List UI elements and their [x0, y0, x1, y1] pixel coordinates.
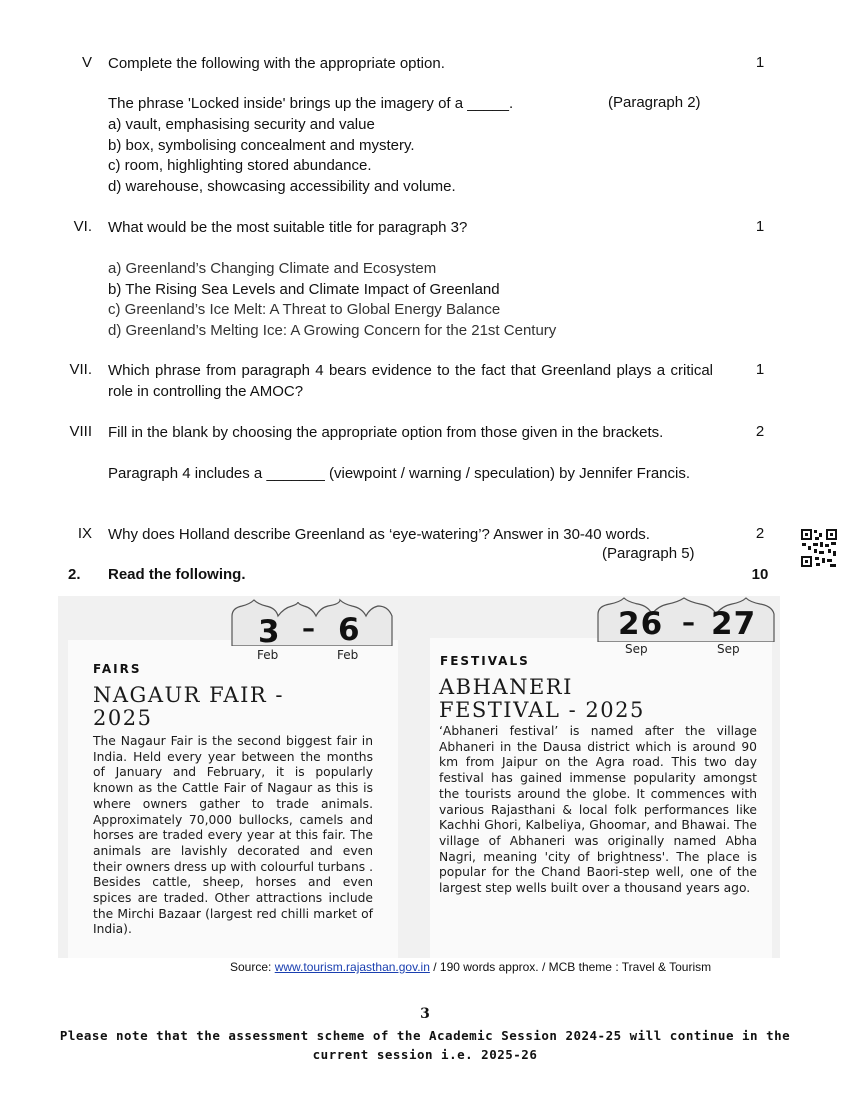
marks: 10 [751, 566, 769, 583]
question-text-continued: Paragraph 4 includes a _______ (viewpoint / warning / speculation) by Jennifer Francis. [108, 465, 690, 482]
festival-start-day: 26 [618, 606, 664, 642]
question-text: What would be the most suitable title for paragraph 3? [108, 219, 468, 236]
options-list [108, 115, 713, 197]
question-text: Complete the following with the appropriate option. [108, 55, 445, 72]
source-link[interactable]: www.tourism.rajasthan.gov.in [274, 960, 430, 974]
fair-start-day: 3 [258, 614, 281, 650]
source-details: / 190 words approx. / MCB theme : Travel & Tourism [433, 960, 712, 974]
option: c) room, highlighting stored abundance. [108, 157, 372, 174]
tourism-poster [58, 596, 780, 958]
option: a) vault, emphasising security and value [108, 116, 375, 133]
marks: 1 [755, 218, 765, 235]
fair-title-line2: 2025 [93, 706, 153, 730]
marks: 2 [755, 423, 765, 440]
fair-end-month: Feb [337, 648, 359, 662]
fair-end-day: 6 [338, 612, 361, 648]
question-number: VII. [69, 361, 92, 378]
paragraph-reference: (Paragraph 5) [602, 545, 695, 562]
date-dash: – [682, 608, 696, 638]
festival-description: ‘Abhaneri festival’ is named after the village Abhaneri in the Dausa district which is around 90 km from Jaipur on the Agra road. This two day festival has gained immense popularity amongst the tourists around the globe. It commences with various Rajasthani & local folk performances like Kachhi Ghori, Kalbeliya, Ghoomar, and Bhawai. The village of Abhaneri was originally named Abha Nagri, meaning 'city of brightness'. The place is popular for the Chand Baori-step well, one of the largest step wells built over a thousand years ago. [439, 724, 757, 896]
paragraph-reference: (Paragraph 2) [608, 94, 701, 111]
question-number: VIII [69, 423, 92, 440]
question-stem: The phrase 'Locked inside' brings up the imagery of a _____. [108, 95, 514, 112]
option: c) Greenland’s Ice Melt: A Threat to Global Energy Balance [108, 301, 501, 318]
option: b) box, symbolising concealment and mystery. [108, 136, 415, 154]
section-instruction: Read the following. [108, 566, 246, 583]
marks: 1 [755, 361, 765, 378]
festival-start-month: Sep [625, 642, 648, 656]
option: a) Greenland’s Changing Climate and Ecosystem [108, 260, 437, 277]
festival-end-day: 27 [711, 606, 757, 642]
festival-title-line2: FESTIVAL - 2025 [439, 698, 645, 722]
question-text: Why does Holland describe Greenland as ‘eye-watering’? Answer in 30-40 words. [108, 526, 650, 543]
options-list [108, 259, 728, 341]
footer-note-line2: current session i.e. 2025-26 [312, 1047, 538, 1062]
marks: 1 [755, 54, 765, 71]
qr-code-icon [800, 528, 838, 568]
festival-end-month: Sep [717, 642, 740, 656]
fair-title-line1: NAGAUR FAIR - [93, 683, 284, 707]
section-number: 2. [68, 566, 81, 583]
source-label: Source: [230, 960, 272, 974]
question-text: Fill in the blank by choosing the appropriate option from those given in the brackets. [108, 424, 664, 441]
festival-title-line1: ABHANERI [439, 675, 573, 699]
marks: 2 [755, 525, 765, 542]
question-number: V [81, 54, 92, 71]
question-text: Which phrase from paragraph 4 bears evidence to the fact that Greenland plays a critical role in controlling the AMOC? [108, 362, 713, 400]
date-dash: – [302, 614, 316, 644]
page-number: 3 [420, 1006, 430, 1022]
question-number: IX [77, 525, 92, 542]
source-citation [230, 960, 711, 974]
fair-start-month: Feb [257, 648, 279, 662]
festival-category: FESTIVALS [440, 654, 530, 668]
fair-description: The Nagaur Fair is the second biggest fair in India. Held every year between the months of January and February, it is popularly known as the Cattle Fair of Nagaur as this is where owners gather to trade animals. Approximately 70,000 bullocks, camels and horses are traded every year at this fair. The animals are lavishly decorated and even their owners dress up with colourful turbans . Besides cattle, sheep, horses and even spices are traded. Other attractions include the Mirchi Bazaar (largest red chilli market of India). [93, 734, 373, 937]
option: b) The Rising Sea Levels and Climate Impact of Greenland [108, 280, 500, 298]
fair-category: FAIRS [93, 662, 142, 676]
option: d) warehouse, showcasing accessibility and volume. [108, 177, 456, 195]
footer-note-line1: Please note that the assessment scheme of the Academic Session 2024-25 will continue in the [59, 1028, 791, 1043]
question-number: VI. [73, 218, 92, 235]
option: d) Greenland’s Melting Ice: A Growing Concern for the 21st Century [108, 321, 557, 339]
